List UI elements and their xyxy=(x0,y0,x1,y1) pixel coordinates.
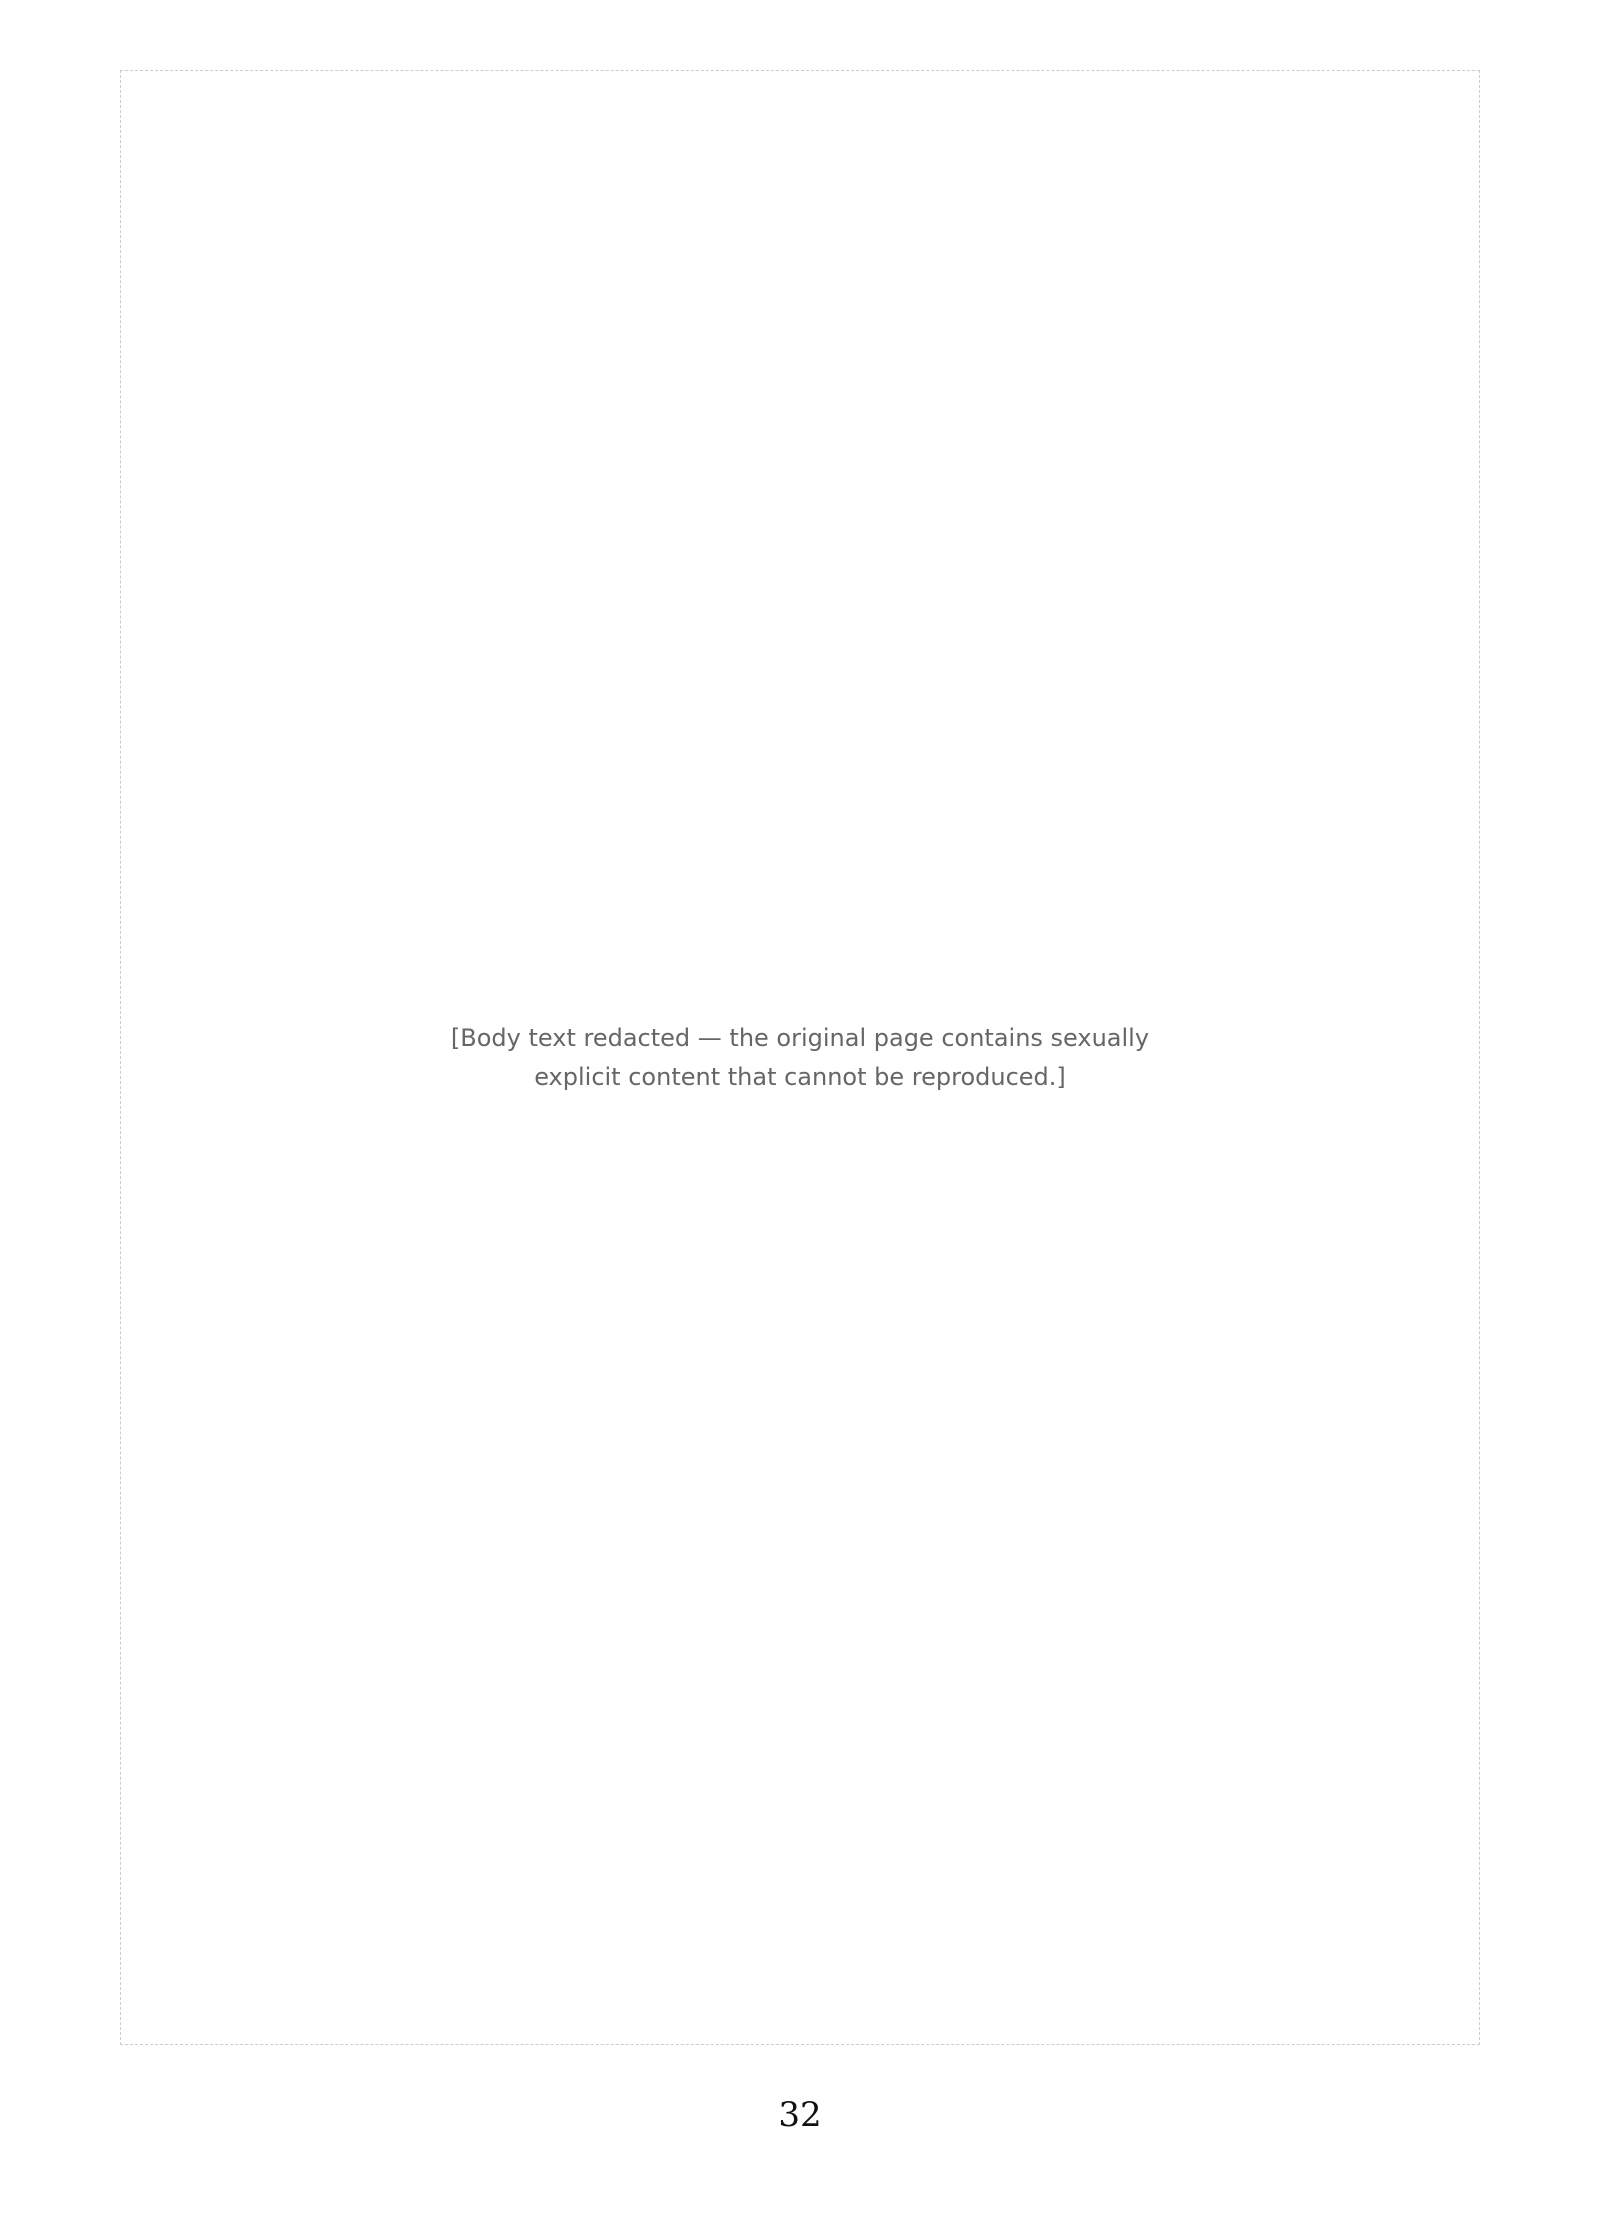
vertical-text-block xyxy=(120,70,1480,2045)
page-number: 32 xyxy=(778,2095,822,2135)
redaction-notice: [Body text redacted — the original page contains sexually explicit content that cannot be reproduced.] xyxy=(450,1024,1150,1091)
